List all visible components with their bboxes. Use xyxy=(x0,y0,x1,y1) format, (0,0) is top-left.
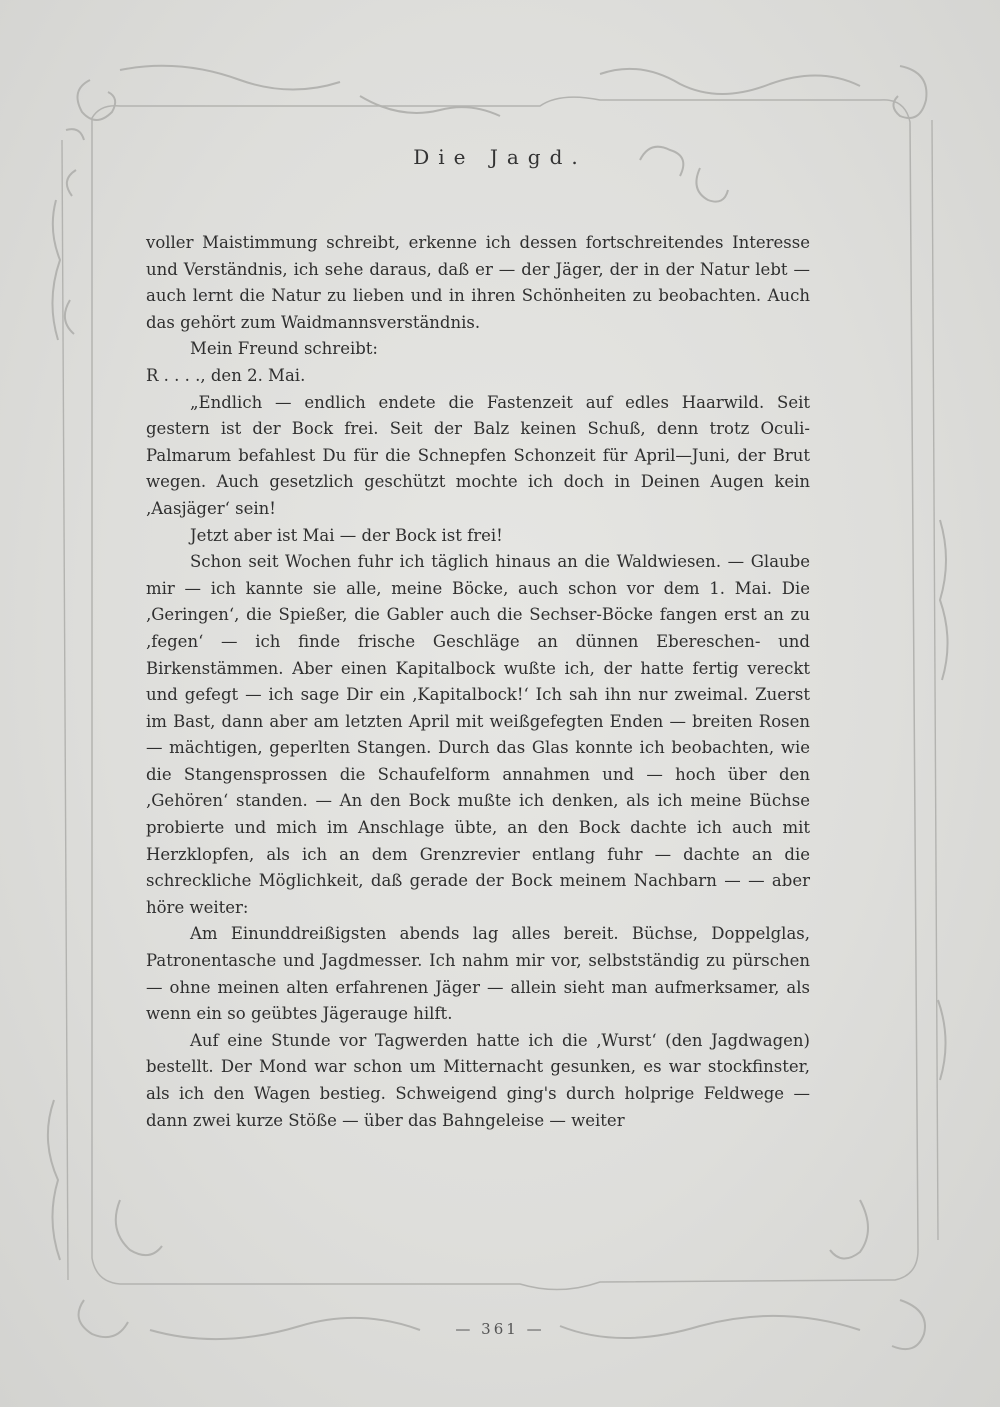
body-text xyxy=(146,230,810,1134)
paragraph: Mein Freund schreibt: xyxy=(190,339,378,359)
paragraph: Am Einunddreißigsten abends lag alles bereit. Büchse, Doppelglas, Patronentasche und Jagdmesser. Ich nahm mir vor, selbstständig zu pürschen — ohne meinen alten erfahrenen Jäger — allein sieht man aufmerksamer, als wenn ein so geübtes Jägerauge hilft. xyxy=(146,924,810,1024)
running-title: Die Jagd. xyxy=(413,145,587,169)
paragraph: Jetzt aber ist Mai — der Bock ist frei! xyxy=(190,525,503,545)
letter-dateline: R . . . ., den 2. Mai. xyxy=(146,365,306,385)
paragraph: Schon seit Wochen fuhr ich täglich hinaus an die Waldwiesen. — Glaube mir — ich kannte sie alle, meine Böcke, auch schon vor dem 1. Mai. Die ‚Geringen‘, die Spießer, die Gabler auch die Sechser-Böcke fangen erst an zu ‚fegen‘ — ich finde frische Geschläge an dünnen Ebereschen- und Birkenstämmen. Aber einen Kapitalbock wußte ich, der hatte fertig vereckt und gefegt — ich sage Dir ein ‚Kapitalbock!‘ Ich sah ihn nur zweimal. Zuerst im Bast, dann aber am letzten April mit weißgefegten Enden — breiten Rosen — mächtigen, geperlten Stangen. Durch das Glas konnte ich beobachten, wie die Stangensprossen die Schaufelform annahmen und — hoch über den ‚Gehören‘ standen. — An den Bock mußte ich denken, als ich meine Büchse probierte und mich im Anschlage übte, an den Bock dachte ich auch mit Herzklopfen, als ich an dem Grenzrevier entlang fuhr — dachte an die schreckliche Möglichkeit, daß gerade der Bock meinem Nachbarn — — aber höre weiter: xyxy=(146,552,810,917)
page-number: — 361 — xyxy=(455,1320,545,1338)
paragraph: „Endlich — endlich endete die Fastenzeit auf edles Haarwild. Seit gestern ist der Bock frei. Seit der Balz keinen Schuß, denn trotz Oculi-Palmarum befahlest Du für die Schnepfen Schonzeit für April—Juni, der Brut wegen. Auch gesetzlich geschützt mochte ich doch in Deinen Augen kein ‚Aasjäger‘ sein! xyxy=(146,392,810,518)
paragraph: Auf eine Stunde vor Tagwerden hatte ich die ‚Wurst‘ (den Jagdwagen) bestellt. Der Mond war schon um Mitternacht gesunken, es war stockfinster, als ich den Wagen bestieg. Schweigend ging's durch holprige Feldwege — dann zwei kurze Stöße — über das Bahngeleise — weiter xyxy=(146,1030,810,1130)
paragraph: voller Maistimmung schreibt, erkenne ich dessen fortschreitendes Interesse und Verständnis, ich sehe daraus, daß er — der Jäger, der in der Natur lebt — auch lernt die Natur zu lieben und in ihren Schönheiten zu beobachten. Auch das gehört zum Waidmannsverständnis. xyxy=(146,233,810,332)
